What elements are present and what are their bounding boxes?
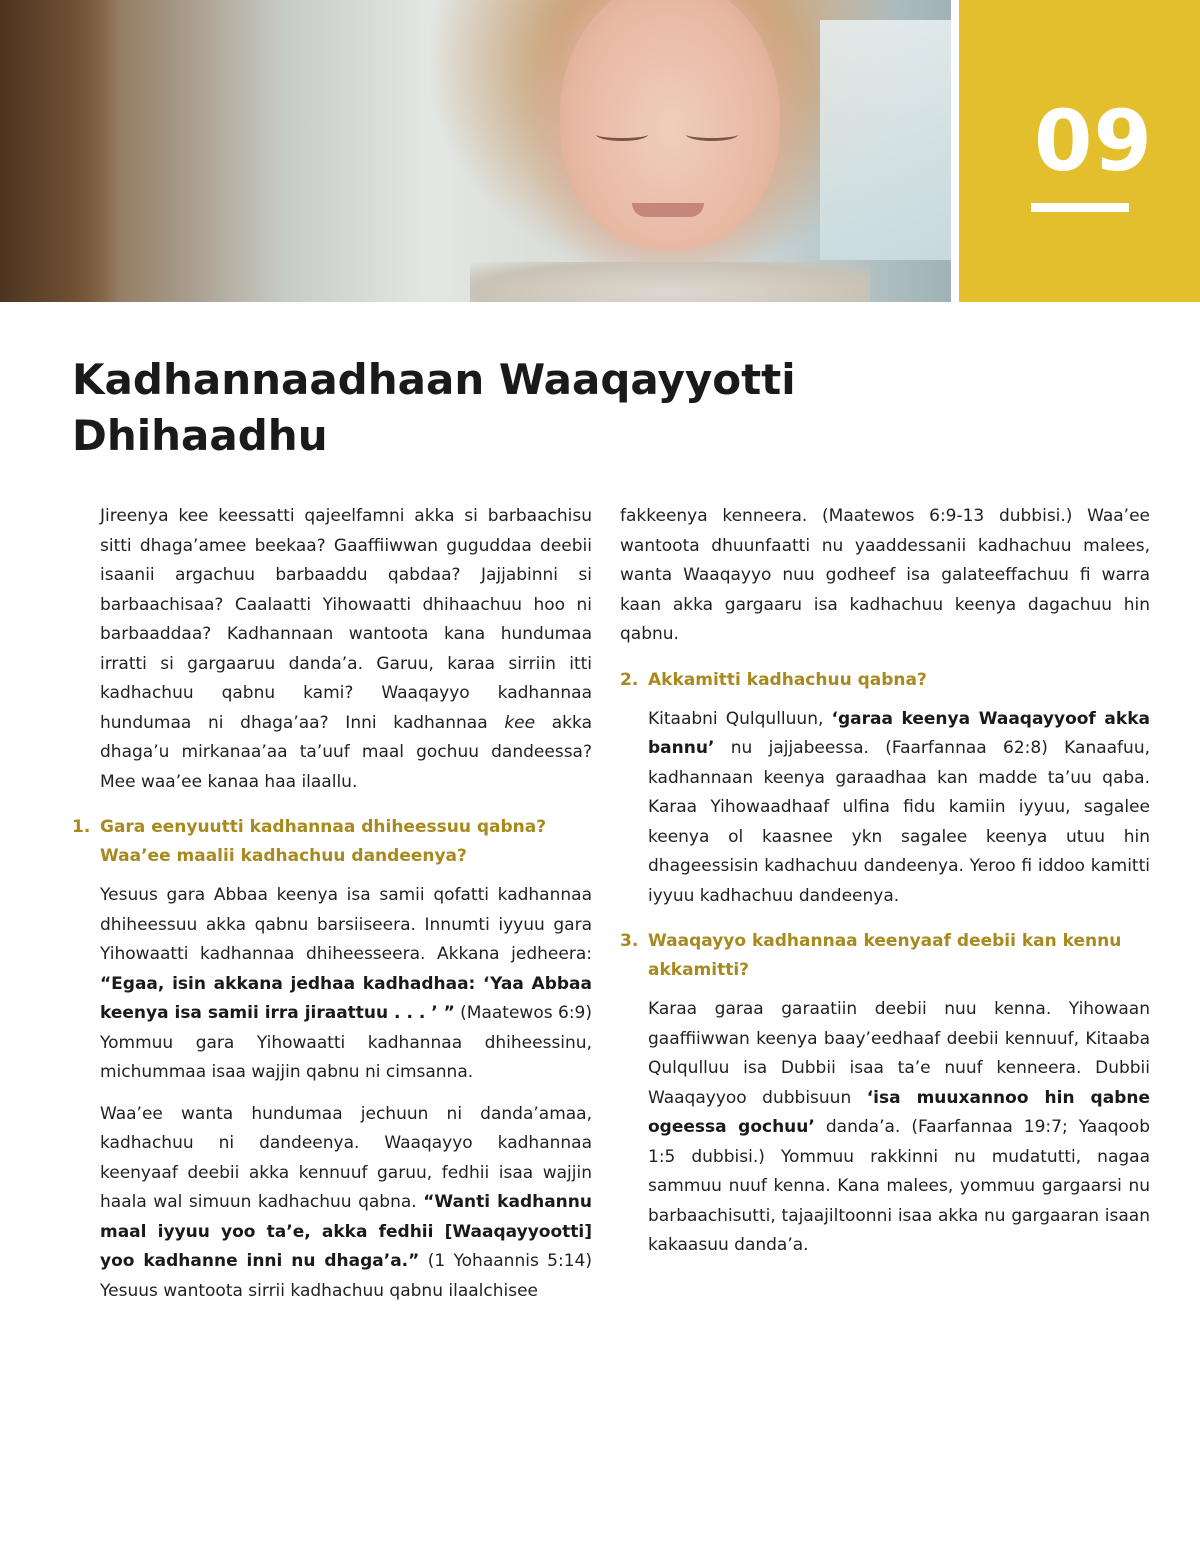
intro-italic: kee [504, 712, 536, 733]
question-number: 1. [72, 817, 91, 837]
body-text: Waa’ee wanta hundumaa jechuun ni danda’amaa, kadhachuu ni dandeenya. Waaqayyo kadhannaa keenyaaf deebii akka kennuuf garuu, fedhii isaa wajjin haala wal simuun kadhachuu qabna. [100, 1103, 592, 1212]
chapter-box [959, 0, 1200, 302]
body-text: Karaa garaa garaatiin deebii nuu kenna. Yihowaan gaaffiiwwan keenya baay’eedhaaf deebii kennuuf, Kitaaba Qulqulluu isa Dubbii isaa ta’e nuuf kenneera. Dubbii Waaqayyoo dubbisuun [648, 999, 1150, 1108]
closed-eye-right [686, 128, 738, 141]
chapter-number: 09 [1034, 92, 1153, 190]
body-text: Yesuus gara Abbaa keenya isa samii qofatti kadhannaa dhiheessuu akka qabnu barsiiseera. Innumti iyyuu gara Yihowaatti kadhannaa dhiheesseera. Akkana jedheera: [100, 885, 592, 964]
question-text: Akkamitti kadhachuu qabna? [648, 669, 927, 690]
body-text: nu jajjabeessa. (Faarfannaa 62:8) Kanaafuu, kadhannaan keenya garaadhaa kan madde ta’uu qaba. Karaa Yihowaadhaaf ulfina fidu kamiin iyyuu, sagalee keenya ol kaasnee ykn sagalee keenya utuu hin dhageessisin kadhachuu dandeenya. Yeroo fi iddoo kamitti iyyuu kadhachuu dandeenya. [648, 738, 1150, 906]
shirt-shape [470, 262, 870, 302]
intro-text: Jireenya kee keessatti qajeelfamni akka si barbaachisu sitti dhaga’amee beekaa? Gaaffiiwwan guguddaa deebii isaanii argachuu barbaaddu qabdaa? Jajjabinni si barbaachisaa? Caalaatti Yihowaatti dhihaachuu hoo ni barbaaddaa? Kadhannaan wantoota kana hundumaa irratti si gargaaruu danda’a. Garuu, karaa sirriin itti kadhachuu qabnu kami? Waaqayyo kadhannaa hundumaa ni dhaga’aa? Inni kadhannaa [100, 506, 592, 733]
bookshelf-background [0, 0, 120, 302]
window-background [820, 20, 951, 260]
body-text: (Maatewos 6:9) Yommuu gara Yihowaatti kadhannaa dhiheessinu, michummaa isaa wajjin qabnu ni cimsanna. [100, 1003, 592, 1082]
intro-text: akka dhaga’u mirkanaa’aa ta’uuf maal gochuu dandeessa? Mee waa’ee kanaa haa ilaallu. [100, 712, 592, 792]
bold-quote: ‘isa muuxannoo hin qabne ogeessa gochuu’ [648, 1087, 1150, 1137]
title-line-2: Dhihaadhu [72, 411, 328, 460]
bold-quote: “Wanti kadhannu maal iyyuu yoo ta’e, akka fedhii [Waaqayyootti] yoo kadhanne inni nu dhaga’a.” [100, 1192, 592, 1271]
body-text: (1 Yohaannis 5:14) Yesuus wantoota sirrii kadhachuu qabnu ilaalchisee [100, 1251, 592, 1301]
intro-paragraph [72, 502, 592, 797]
left-column [72, 502, 592, 1318]
q2-paragraph-1 [620, 705, 1150, 912]
header-photo [0, 0, 951, 302]
q3-paragraph-1 [620, 995, 1150, 1261]
question-heading-3 [620, 927, 1150, 985]
mouth [632, 203, 704, 217]
q1-paragraph-2-continued: fakkeenya kenneera. (Maatewos 6:9-13 dubbisi.) Waa’ee wantoota dhuunfaatti nu yaaddessanii kadhachuu malees, wanta Waaqayyo nuu godheef isa galateeffachuu fi warra kaan akka gargaaru isa kadhachuu keenya dagachuu hin qabnu. [620, 506, 1150, 644]
body-text: Kitaabni Qulqulluun, [648, 708, 832, 729]
question-text: Waaqayyo kadhannaa keenyaaf deebii kan kennu akkamitti? [648, 931, 1122, 980]
closed-eye-left [596, 128, 648, 141]
bold-quote: “Egaa, isin akkana jedhaa kadhadhaa: ‘Yaa Abbaa keenya isa samii irra jiraattuu . . . ’ ” [100, 973, 592, 1023]
page-title [72, 352, 972, 464]
question-heading-2 [620, 666, 1150, 695]
q1-paragraph-2 [72, 1100, 592, 1307]
question-number: 3. [620, 931, 639, 951]
question-text: Gara eenyuutti kadhannaa dhiheessuu qabna? Waa’ee maalii kadhachuu dandeenya? [100, 817, 547, 866]
question-number: 2. [620, 669, 639, 690]
q1-paragraph-1 [72, 881, 592, 1088]
chapter-underline [1031, 203, 1129, 212]
body-text: danda’a. (Faarfannaa 19:7; Yaaqoob 1:5 dubbisi.) Yommuu rakkinni nu mudatutti, nagaa sammuu nuuf kenna. Kana malees, yommuu gargaarsi nu barbaachisutti, tajaajiltoonni isaa akka nu gargaaran isaan kakaasuu danda’a. [648, 1117, 1150, 1255]
title-line-1: Kadhannaadhaan Waaqayyotti [72, 355, 796, 404]
bold-quote: ‘garaa keenya Waaqayyoof akka bannu’ [648, 708, 1150, 758]
right-column [620, 502, 1150, 1273]
question-heading-1 [72, 813, 592, 871]
